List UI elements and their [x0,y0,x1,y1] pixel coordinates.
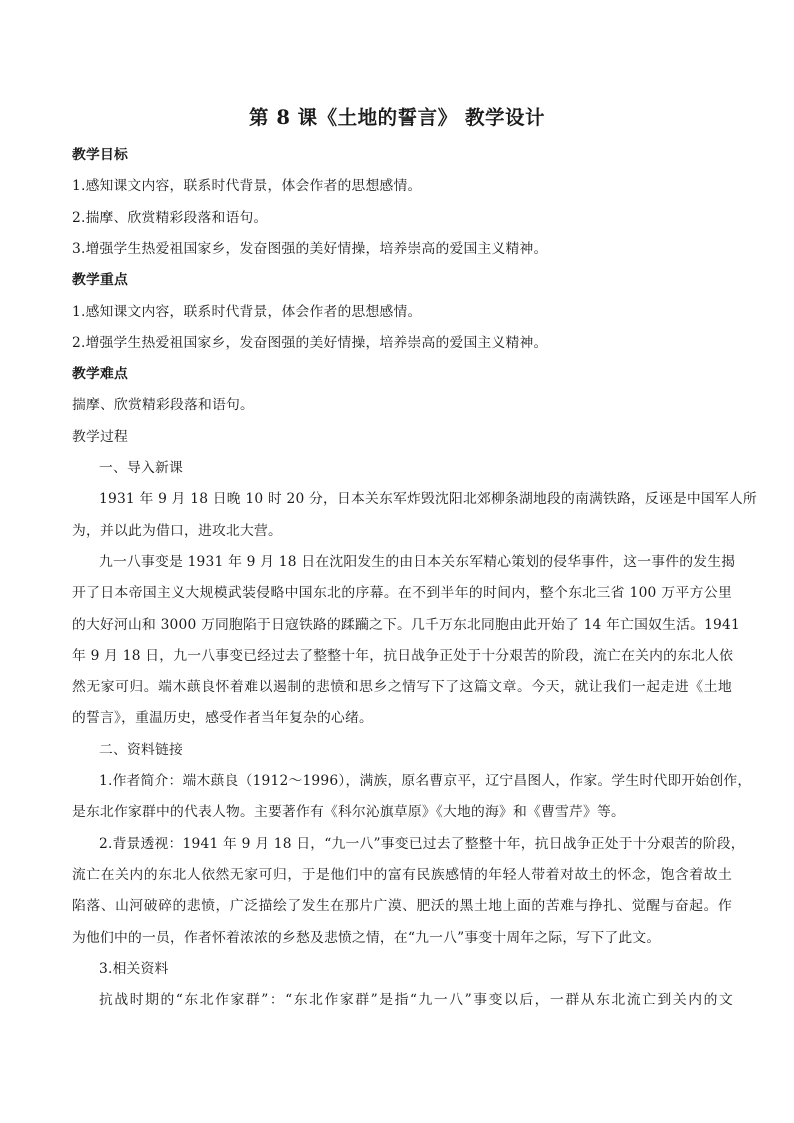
text-line: 年 9 月 18 日，九一八事变已经过去了整整十年，抗日战争正处于十分艰苦的阶段，流亡在关内的东北人依 [72,647,734,664]
text-line: 1931 年 9 月 18 日晚 10 时 20 分，日本关东军炸毁沈阳北郊柳条湖地段的南满铁路，反诬是中国军人所 [99,491,757,508]
document-title: 第 8 课《土地的誓言》 教学设计 [249,106,545,129]
text-line: 抗战时期的“东北作家群”：“东北作家群”是指“九一八”事变以后，一群从东北流亡到关内的文 [99,992,733,1009]
text-line: 开了日本帝国主义大规模武装侵略中国东北的序幕。在不到半年的时间内，整个东北三省 100 万平方公里 [72,585,732,602]
text-line: 然无家可归。端木蕻良怀着难以遏制的悲愤和思乡之情写下了这篇文章。今天，就让我们一起走进《土地 [72,679,732,696]
text-line: 1.感知课文内容，联系时代背景，体会作者的思想感情。 [72,178,422,195]
text-line: 为他们中的一员，作者怀着浓浓的乡愁及悲愤之情，在“九一八”事变十周年之际，写下了此文。 [72,929,661,946]
text-line: 3.相关资料 [99,960,169,977]
text-line: 揣摩、欣赏精彩段落和语句。 [72,397,254,414]
text-line: 教学过程 [72,428,128,445]
text-line: 的誓言》，重温历史，感受作者当年复杂的心绪。 [72,710,374,727]
text-line: 2.增强学生热爱祖国家乡，发奋图强的美好情操，培养崇高的爱国主义精神。 [72,334,548,351]
text-line: 2.揣摩、欣赏精彩段落和语句。 [72,209,268,226]
text-line: 的大好河山和 3000 万同胞陷于日寇铁路的蹂躏之下。几千万东北同胞由此开始了 14 年亡国奴生活。1941 [72,616,740,633]
text-line: 1.感知课文内容，联系时代背景，体会作者的思想感情。 [72,303,422,320]
text-line: 陷落、山河破碎的悲愤，广泛描绘了发生在那片广漠、肥沃的黑土地上面的苦难与挣扎、觉醒与奋起。作 [72,898,732,915]
text-line: 一、导入新课 [99,460,183,476]
text-line: 1.作者简介：端木蕻良（1912～1996），满族，原名曹京平，辽宁昌图人，作家。学生时代即开始创作， [99,773,752,789]
text-line: 二、资料链接 [99,741,183,758]
text-line: 流亡在关内的东北人依然无家可归，于是他们中的富有民族感情的年轻人带着对故土的怀念，饱含着故土 [72,866,732,883]
text-line: 是东北作家群中的代表人物。主要著作有《科尔沁旗草原》《大地的海》和《曹雪芹》等。 [72,804,625,821]
text-line: 2.背景透视：1941 年 9 月 18 日，“九一八”事变已过去了整整十年，抗日战争正处于十分艰苦的阶段， [99,835,745,852]
section-heading: 教学难点 [72,366,128,383]
text-line: 为，并以此为借口，进攻北大营。 [72,522,282,539]
text-line: 九一八事变是 1931 年 9 月 18 日在沈阳发生的由日本关东军精心策划的侵华事件，这一事件的发生揭 [99,553,736,570]
section-heading: 教学目标 [72,147,128,163]
section-heading: 教学重点 [72,272,128,289]
text-line: 3.增强学生热爱祖国家乡，发奋图强的美好情操，培养崇高的爱国主义精神。 [72,240,548,257]
